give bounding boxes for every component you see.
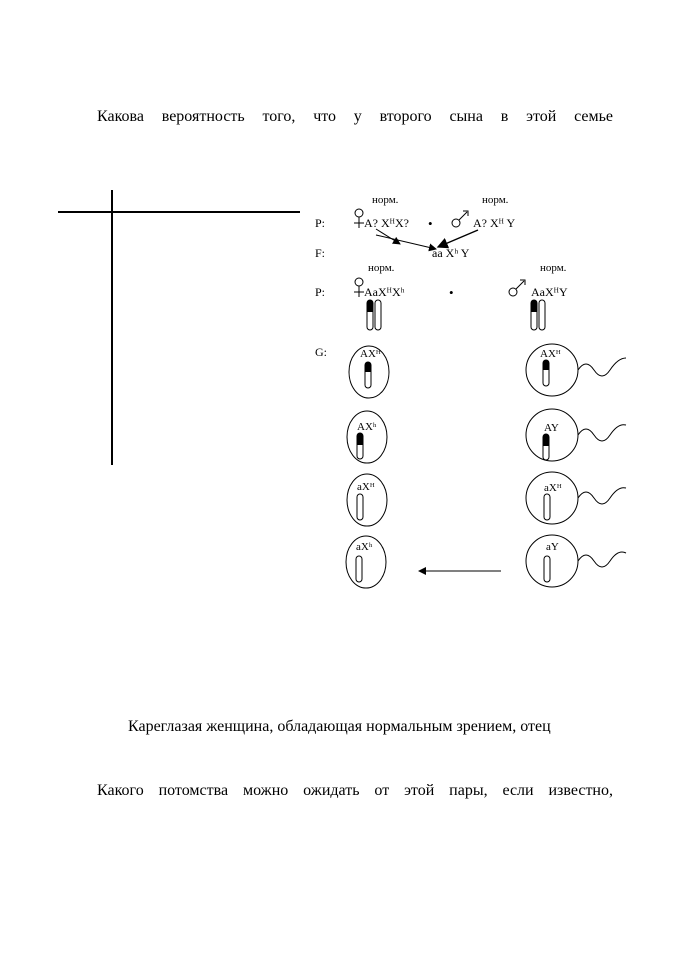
norm-label-p1-female: норм. (372, 194, 399, 206)
problem-text-1: Кареглазая женщина, обладающая нормальным зрением, отец (128, 718, 551, 735)
norm-label-p2-male: норм. (540, 262, 567, 274)
cross-dot: • (428, 216, 433, 231)
gen-label-g: G: (315, 345, 327, 359)
sperm-cell (526, 472, 626, 524)
gamete-label: aY (546, 541, 559, 553)
f-genotype: aa Xʰ Y (432, 246, 470, 260)
p1-female-genotype: A? XᴴX? (364, 216, 409, 230)
gen-label-p2: P: (315, 285, 326, 299)
gamete-label: AXᴴ (540, 348, 561, 360)
cross-dot: • (449, 285, 454, 300)
male-symbol-icon (509, 280, 525, 296)
gamete-label: aXᴴ (357, 481, 375, 493)
norm-label-p1-male: норм. (482, 194, 509, 206)
p2-female-genotype: AaXᴴXʰ (364, 285, 405, 299)
egg-cell (346, 536, 386, 588)
sperm-cell (526, 409, 626, 461)
female-symbol-icon (354, 278, 364, 297)
arrow-female-to-f-2 (376, 235, 436, 249)
male-symbol-icon (452, 211, 468, 227)
gamete-label: AXʰ (357, 421, 377, 433)
gamete-label: aXᴴ (544, 482, 562, 494)
question-text-top: Какова вероятность того, что у второго сына в этой семье (97, 108, 613, 125)
egg-cell (347, 411, 387, 463)
gamete-label: AXᴴ (360, 348, 381, 360)
p1-male-genotype: A? Xᴴ Y (473, 216, 516, 230)
gen-label-p1: P: (315, 216, 326, 230)
female-symbol-icon (354, 209, 364, 228)
gamete-label: AY (544, 422, 559, 434)
arrow-female-to-f (376, 229, 400, 244)
sperm-cell (526, 344, 626, 396)
egg-cell (347, 474, 387, 526)
sperm-cell (526, 535, 626, 587)
p2-male-genotype: AaXᴴY (531, 285, 568, 299)
gen-label-f: F: (315, 246, 326, 260)
problem-text-2: Какого потомства можно ожидать от этой пары, если известно, (97, 782, 613, 799)
female-chromosome-pair-icon (367, 300, 381, 330)
male-chromosome-pair-icon (531, 300, 545, 330)
arrow-male-to-f (438, 230, 478, 247)
gamete-label: aXʰ (356, 541, 373, 553)
norm-label-p2-female: норм. (368, 262, 395, 274)
egg-cell (349, 346, 389, 398)
